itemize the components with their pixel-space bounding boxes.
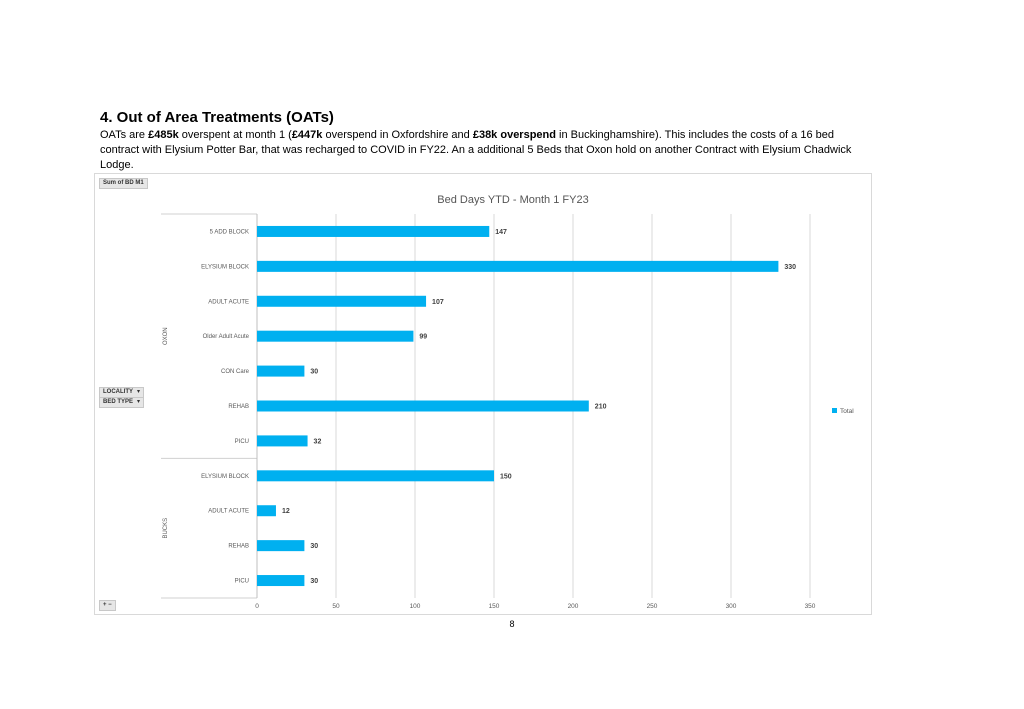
category-label: 5 ADD BLOCK bbox=[209, 229, 249, 236]
bar bbox=[257, 435, 308, 446]
data-label: 210 bbox=[594, 403, 607, 411]
expand-collapse-buttons[interactable]: + − bbox=[99, 600, 116, 611]
bar bbox=[257, 575, 304, 586]
data-label: 107 bbox=[432, 298, 444, 306]
data-label: 12 bbox=[281, 508, 290, 516]
group-label: BUCKS bbox=[163, 517, 169, 539]
category-label: PICU bbox=[234, 578, 249, 585]
para-bold-bucks: £38k overspend bbox=[472, 129, 556, 141]
para-text-4: in Buckinghamshire). This includes the costs of a 16 bed contract with Elysium Potter Bar, that was recharged to COVID in FY22. An a additional 5 Beds that Oxon hold on another Contract with Elysium Chadwick Lodge. bbox=[100, 129, 852, 171]
para-text-2: overspent at month 1 ( bbox=[178, 129, 292, 141]
data-label: 32 bbox=[313, 438, 322, 446]
x-tick-label: 350 bbox=[804, 603, 816, 610]
data-label: 30 bbox=[310, 578, 319, 586]
bar-chart bbox=[95, 174, 871, 614]
pivot-chart bbox=[94, 173, 872, 615]
bar bbox=[257, 401, 589, 412]
data-label: 150 bbox=[500, 473, 512, 481]
data-label: 30 bbox=[310, 543, 319, 551]
para-bold-oxon: £447k bbox=[291, 129, 323, 141]
para-text-1: OATs are bbox=[100, 129, 149, 141]
bar bbox=[257, 226, 489, 237]
data-label: 30 bbox=[310, 368, 319, 376]
bed-type-field-label: BED TYPE bbox=[103, 399, 134, 405]
bar bbox=[257, 366, 304, 377]
value-field-button[interactable]: Sum of BD M1 bbox=[99, 178, 148, 189]
data-label: 330 bbox=[784, 263, 797, 271]
category-label: ELYSIUM BLOCK bbox=[201, 473, 249, 480]
bar bbox=[257, 540, 304, 551]
data-label: 147 bbox=[495, 228, 507, 236]
x-tick-label: 100 bbox=[409, 603, 421, 610]
legend-label: Total bbox=[840, 408, 854, 415]
bar bbox=[257, 331, 413, 342]
para-text-3: overspend in Oxfordshire and bbox=[322, 129, 473, 141]
bar bbox=[257, 470, 494, 481]
para-bold-total: £485k bbox=[148, 129, 179, 141]
dropdown-arrow-icon: ▾ bbox=[137, 389, 141, 395]
chart-title: Bed Days YTD - Month 1 FY23 bbox=[437, 194, 589, 206]
x-tick-label: 50 bbox=[332, 603, 340, 610]
dropdown-arrow-icon: ▾ bbox=[137, 399, 141, 405]
x-tick-label: 300 bbox=[725, 603, 737, 610]
x-tick-label: 250 bbox=[646, 603, 658, 610]
data-label: 99 bbox=[419, 333, 428, 341]
page-number: 8 bbox=[509, 619, 515, 629]
x-tick-label: 0 bbox=[255, 603, 259, 610]
category-label: Older Adult Acute bbox=[202, 334, 249, 341]
category-label: ADULT ACUTE bbox=[208, 508, 249, 515]
group-label: OXON bbox=[163, 327, 169, 346]
section-paragraph bbox=[100, 128, 860, 173]
category-label: REHAB bbox=[228, 543, 249, 550]
bar bbox=[257, 296, 426, 307]
category-label: REHAB bbox=[228, 404, 249, 410]
bar bbox=[257, 505, 276, 516]
category-label: CON Care bbox=[220, 369, 249, 376]
category-label: ADULT ACUTE bbox=[208, 299, 249, 306]
x-tick-label: 150 bbox=[488, 603, 500, 610]
category-label: ELYSIUM BLOCK bbox=[201, 264, 249, 271]
locality-field-label: LOCALITY bbox=[103, 389, 133, 395]
section-heading: 4. Out of Area Treatments (OATs) bbox=[100, 109, 334, 126]
x-tick-label: 200 bbox=[567, 603, 579, 610]
bar bbox=[257, 261, 778, 272]
category-label: PICU bbox=[234, 438, 249, 445]
legend-swatch bbox=[832, 408, 837, 413]
